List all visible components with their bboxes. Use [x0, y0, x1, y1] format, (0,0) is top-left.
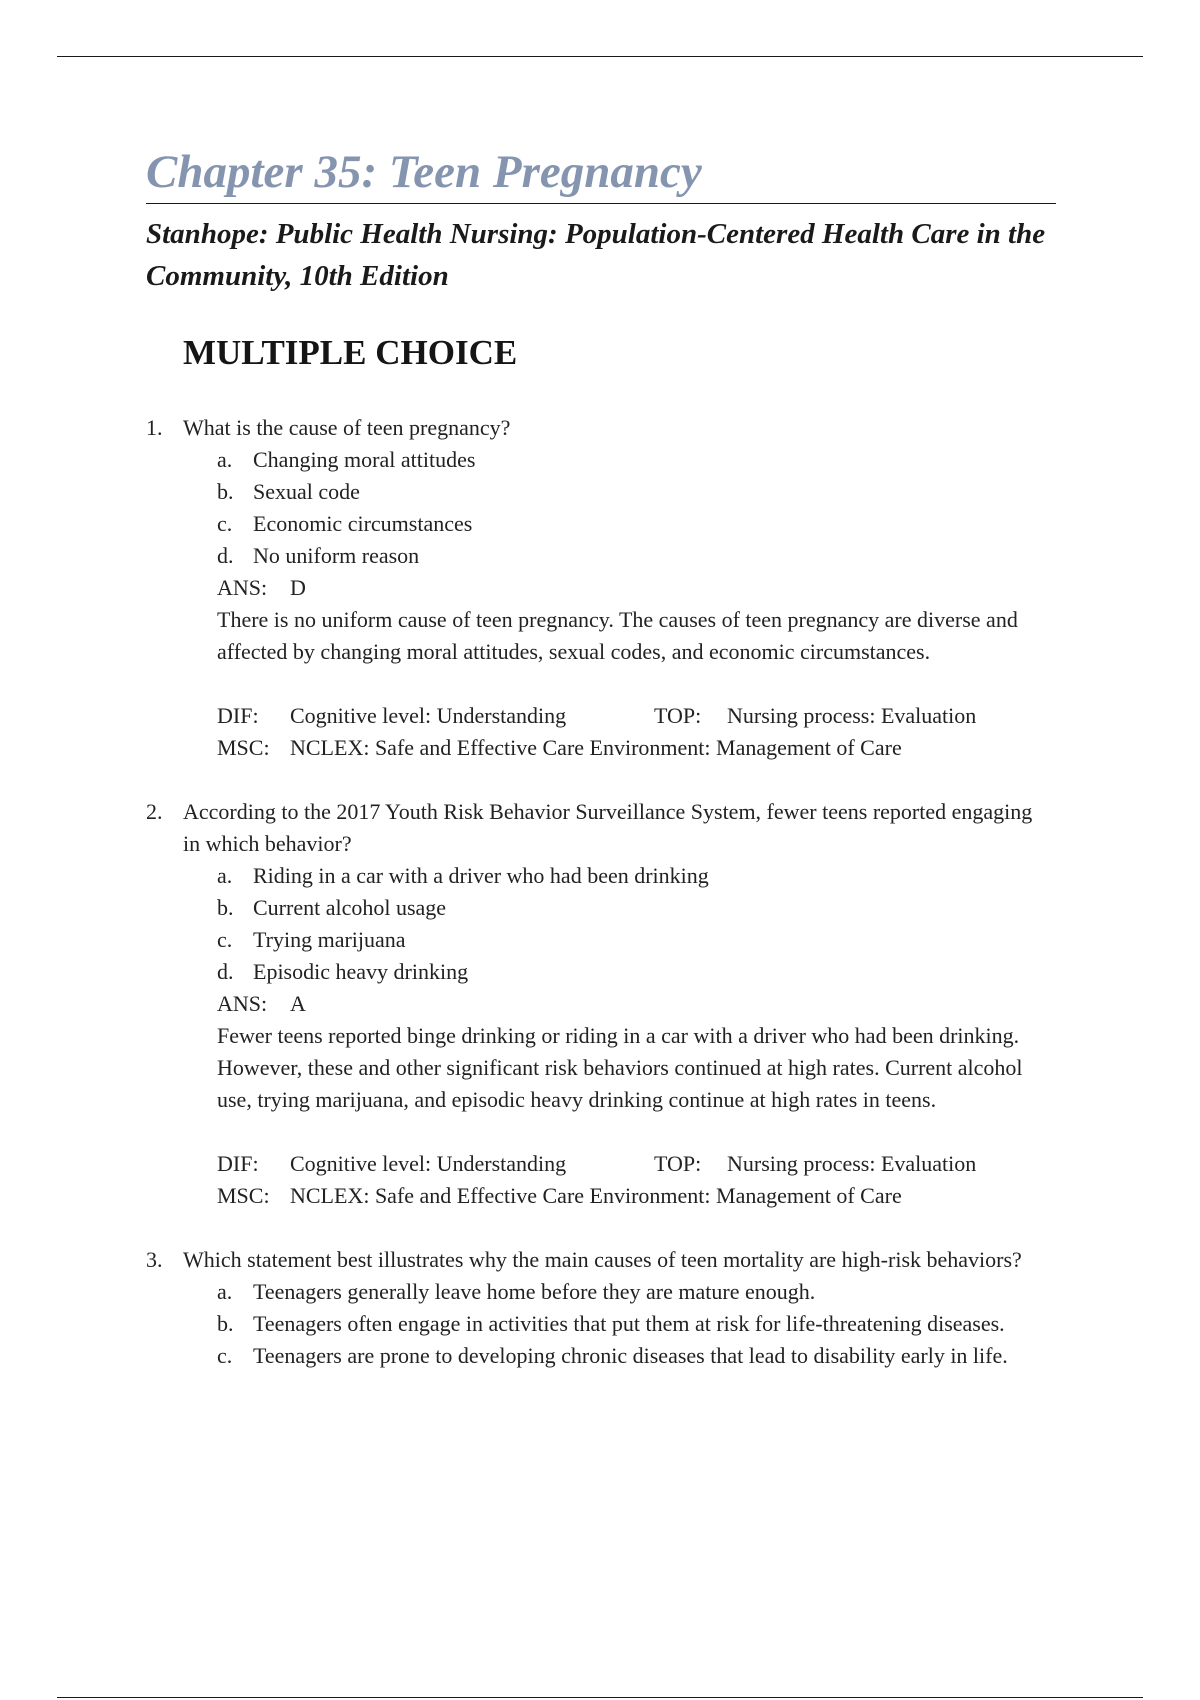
question-text: Which statement best illustrates why the main causes of teen mortality are high-risk behaviors?: [183, 1247, 1022, 1272]
option-text: Teenagers are prone to developing chronic diseases that lead to disability early in life.: [253, 1343, 1008, 1368]
option-c: [217, 1340, 1046, 1372]
question-stem: [146, 1244, 1046, 1276]
question-body: [146, 860, 1046, 1212]
rationale: There is no uniform cause of teen pregnancy. The causes of teen pregnancy are diverse and affected by changing moral attitudes, sexual codes, and economic circumstances.: [217, 607, 1018, 664]
book-subtitle: Stanhope: Public Health Nursing: Population-Centered Health Care in the Community, 10th Edition: [146, 218, 1046, 292]
option-c: [217, 508, 1046, 540]
msc-label: MSC:: [217, 1183, 270, 1208]
question-2: [146, 796, 1046, 1212]
chapter-title: Chapter 35: Teen Pregnancy: [146, 146, 702, 198]
option-letter: b.: [217, 479, 234, 504]
option-c: [217, 924, 1046, 956]
option-a: [217, 1276, 1046, 1308]
top-label: TOP:: [654, 703, 702, 728]
option-text: Current alcohol usage: [253, 895, 447, 920]
option-text: Teenagers often engage in activities that put them at risk for life-threatening diseases.: [253, 1311, 1005, 1336]
answer-line: [217, 572, 1046, 604]
option-d: [217, 956, 1046, 988]
msc-row: [217, 1180, 1046, 1212]
rationale: Fewer teens reported binge drinking or riding in a car with a driver who had been drinking. However, these and other significant risk behaviors continued at high rates. Current alcohol use, trying marijuana, and episodic heavy drinking continue at high rates in teens.: [217, 1023, 1023, 1112]
dif-label: DIF:: [217, 1151, 259, 1176]
option-text: Riding in a car with a driver who had been drinking: [253, 863, 709, 888]
option-b: [217, 1308, 1046, 1340]
option-text: Teenagers generally leave home before they are mature enough.: [253, 1279, 816, 1304]
title-underline: [146, 203, 1056, 204]
question-number: 1.: [146, 415, 163, 440]
option-text: Economic circumstances: [253, 511, 473, 536]
question-number: 3.: [146, 1247, 163, 1272]
dif-value: Cognitive level: Understanding: [290, 1151, 567, 1176]
question-text: According to the 2017 Youth Risk Behavior Surveillance System, fewer teens reported engaging in which behavior?: [183, 799, 1033, 856]
question-body: [146, 1276, 1046, 1372]
option-text: Changing moral attitudes: [253, 447, 476, 472]
msc-value: NCLEX: Safe and Effective Care Environment: Management of Care: [290, 1183, 902, 1208]
answer-value: A: [290, 991, 306, 1016]
option-text: Sexual code: [253, 479, 360, 504]
option-letter: a.: [217, 863, 233, 888]
option-text: No uniform reason: [253, 543, 420, 568]
question-3: [146, 1244, 1046, 1372]
top-value: Nursing process: Evaluation: [727, 703, 977, 728]
option-letter: a.: [217, 1279, 233, 1304]
option-letter: c.: [217, 1343, 233, 1368]
option-b: [217, 476, 1046, 508]
question-stem: [146, 412, 1046, 444]
option-letter: b.: [217, 895, 234, 920]
question-number: 2.: [146, 799, 163, 824]
question-stem: [146, 796, 1046, 860]
question-1: [146, 412, 1046, 764]
page-top-rule: [57, 56, 1143, 57]
question-list: [146, 412, 1046, 1404]
option-letter: c.: [217, 927, 233, 952]
option-text: Episodic heavy drinking: [253, 959, 469, 984]
option-letter: b.: [217, 1311, 234, 1336]
section-heading: MULTIPLE CHOICE: [183, 333, 518, 372]
answer-label: ANS:: [217, 991, 268, 1016]
difficulty-topic-row: [217, 700, 1046, 732]
page-bottom-rule: [57, 1697, 1143, 1698]
msc-row: [217, 732, 1046, 764]
option-letter: c.: [217, 511, 233, 536]
msc-label: MSC:: [217, 735, 270, 760]
top-label: TOP:: [654, 1151, 702, 1176]
dif-value: Cognitive level: Understanding: [290, 703, 567, 728]
question-body: [146, 444, 1046, 764]
option-a: [217, 444, 1046, 476]
answer-line: [217, 988, 1046, 1020]
option-a: [217, 860, 1046, 892]
top-value: Nursing process: Evaluation: [727, 1151, 977, 1176]
option-letter: d.: [217, 959, 234, 984]
option-text: Trying marijuana: [253, 927, 406, 952]
option-letter: a.: [217, 447, 233, 472]
option-b: [217, 892, 1046, 924]
option-d: [217, 540, 1046, 572]
msc-value: NCLEX: Safe and Effective Care Environment: Management of Care: [290, 735, 902, 760]
question-text: What is the cause of teen pregnancy?: [183, 415, 511, 440]
answer-value: D: [290, 575, 306, 600]
option-letter: d.: [217, 543, 234, 568]
dif-label: DIF:: [217, 703, 259, 728]
answer-label: ANS:: [217, 575, 268, 600]
difficulty-topic-row: [217, 1148, 1046, 1180]
